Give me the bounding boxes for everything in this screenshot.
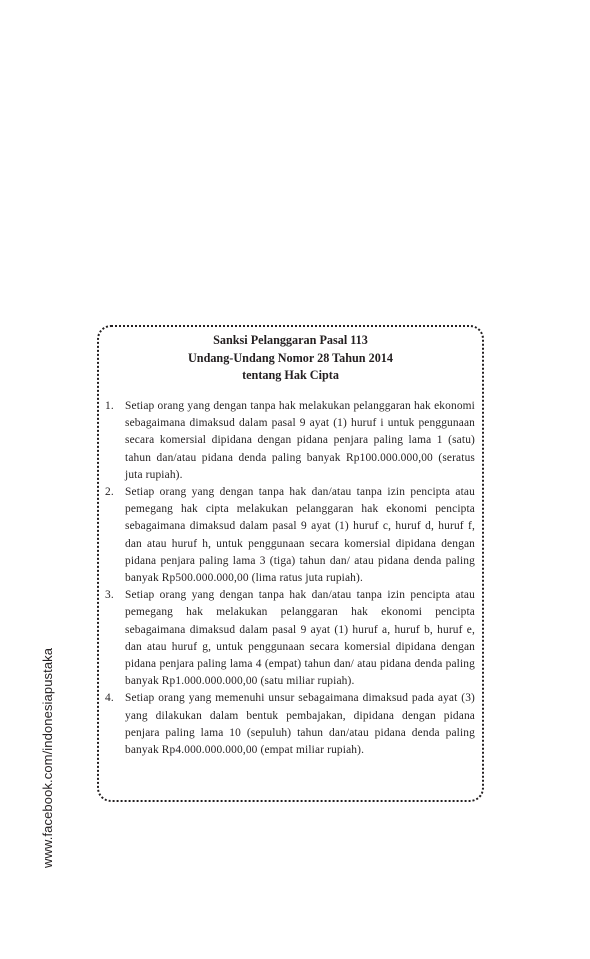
header-law: Undang-Undang Nomor 28 Tahun 2014 — [187, 350, 393, 365]
facebook-url-text: www.facebook.com/indonesiapustaka — [40, 647, 55, 868]
item-number: 1. — [105, 400, 114, 412]
list-item — [105, 690, 475, 759]
item-text: Setiap orang yang dengan tanpa hak dan/atau tanpa izin pencipta atau pemegang hak melakukan pelanggaran hak ekonomi pencipta sebagaimana dimaksud dalam pasal 9 ayat (1) huruf a, huruf b, huruf e, dan atau huruf g, untuk penggunaan secara komersial dipidana dengan pidana penjara paling lama 4 (empat) tahun dan/ atau pidana denda paling banyak Rp1.000.000.000,00 (satu miliar rupiah). — [125, 589, 475, 688]
item-text: Setiap orang yang dengan tanpa hak dan/atau tanpa izin pencipta atau pemegang hak cipta melakukan pelanggaran hak ekonomi pencipta sebagaimana dimaksud dalam pasal 9 ayat (1) huruf c, huruf d, huruf f, dan atau huruf h, untuk penggunaan secara komersial dipidana dengan pidana penjara paling lama 3 (tiga) tahun dan/ atau pidana denda paling banyak Rp500.000.000,00 (lima ratus juta rupiah). — [125, 486, 475, 585]
list-item — [105, 398, 475, 484]
sanction-header — [97, 332, 484, 385]
list-item — [105, 587, 475, 690]
item-text: Setiap orang yang memenuhi unsur sebagaimana dimaksud pada ayat (3) yang dilakukan dalam bentuk pembajakan, dipidana dengan pidana penjara paling lama 10 (sepuluh) tahun dan/atau pidana denda paling banyak Rp4.000.000.000,00 (empat miliar rupiah). — [125, 692, 475, 757]
header-subject: tentang Hak Cipta — [242, 368, 339, 382]
item-text: Setiap orang yang dengan tanpa hak melakukan pelanggaran hak ekonomi sebagaimana dimaksud dalam pasal 9 ayat (1) huruf i untuk penggunaan secara komersial dipidana dengan pidana penjara paling lama 1 (satu) tahun dan/atau pidana denda paling banyak Rp100.000.000,00 (seratus juta rupiah). — [125, 400, 475, 481]
item-number: 4. — [105, 692, 114, 705]
item-number: 3. — [105, 589, 114, 602]
sanction-list — [105, 398, 475, 759]
header-title: Sanksi Pelanggaran Pasal 113 — [213, 333, 368, 347]
list-item — [105, 484, 475, 587]
item-number: 2. — [105, 486, 114, 499]
